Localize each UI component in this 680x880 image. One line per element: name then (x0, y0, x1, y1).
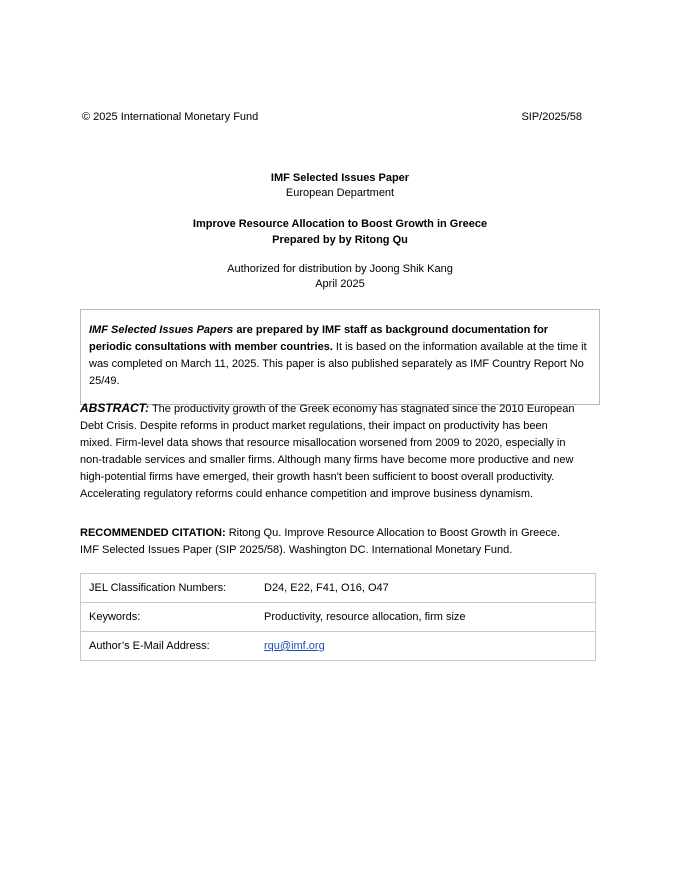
paper-number: SIP/2025/58 (521, 111, 582, 123)
keywords-value: Productivity, resource allocation, firm size (256, 603, 596, 632)
jel-label: JEL Classification Numbers: (81, 574, 257, 603)
citation-text: Ritong Qu. Improve Resource Allocation to Boost Growth in Greece. IMF Selected Issues Paper (SIP 2025/58). Washington DC. International Monetary Fund. (80, 527, 561, 556)
abstract (80, 400, 580, 503)
author-email-link[interactable]: rqu@imf.org (264, 640, 325, 652)
disclaimer-box (80, 309, 600, 405)
recommended-citation (80, 525, 580, 559)
series-title: IMF Selected Issues Paper (270, 172, 410, 184)
table-row (81, 574, 596, 603)
paper-title: Improve Resource Allocation to Boost Growth in Greece (192, 218, 488, 230)
disclaimer-rest: It is based on the information available at the time it was completed on March 11, 2025. This paper is also published separately as IMF Country Report No 25/49. (89, 341, 587, 387)
metadata-table (80, 573, 596, 661)
abstract-label: ABSTRACT: (80, 401, 150, 415)
authorized-by: Authorized for distribution by Joong Shik Kang (227, 263, 453, 275)
copyright-notice: © 2025 International Monetary Fund (82, 111, 259, 123)
email-label: Author’s E-Mail Address: (81, 632, 257, 661)
department: European Department (285, 187, 395, 199)
table-row (81, 632, 596, 661)
abstract-text: The productivity growth of the Greek economy has stagnated since the 2010 European Debt Crisis. Despite reforms in product market regulations, their impact on productivity has been mixed. Firm-level data shows that resource misallocation worsened from 2009 to 2020, especially in non-tradable services and smaller firms. Although many firms have become more productive and new high-potential firms have emerged, their growth hasn't been sufficient to boost overall productivity. Accelerating regulatory reforms could enhance competition and improve business dynamism. (80, 403, 575, 500)
citation-label: RECOMMENDED CITATION: (80, 527, 226, 539)
jel-value: D24, E22, F41, O16, O47 (256, 574, 596, 603)
disclaimer-lead: are prepared by IMF staff as background documentation for periodic consultations with member countries. (89, 324, 549, 353)
publication-date: April 2025 (315, 278, 365, 290)
keywords-label: Keywords: (81, 603, 257, 632)
disclaimer-series-name: IMF Selected Issues Papers (89, 324, 234, 336)
email-cell (256, 632, 596, 661)
table-row (81, 603, 596, 632)
prepared-by: Prepared by by Ritong Qu (272, 234, 408, 246)
